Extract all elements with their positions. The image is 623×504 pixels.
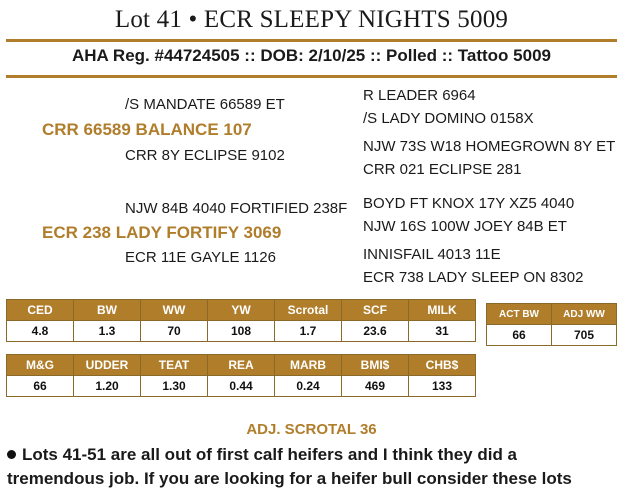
epd-header: BMI$ — [342, 355, 409, 376]
epd-value: 1.3 — [74, 321, 141, 342]
actual-header: ACT BW — [487, 304, 552, 325]
registration-rule — [6, 75, 617, 78]
actual-header: ADJ WW — [552, 304, 617, 325]
actual-value: 705 — [552, 325, 617, 346]
epd-value: 469 — [342, 376, 409, 397]
pedigree-dam: ECR 238 LADY FORTIFY 3069 — [42, 223, 282, 242]
lot-title: Lot 41 • ECR SLEEPY NIGHTS 5009 — [114, 6, 509, 33]
actual-value-row — [487, 325, 617, 346]
epd-header: UDDER — [74, 355, 141, 376]
epd-value: 70 — [141, 321, 208, 342]
epd-value-row — [7, 321, 476, 342]
epd-header: YW — [208, 300, 275, 321]
pedigree-dd-sire: INNISFAIL 4013 11E — [363, 246, 501, 263]
epd-value: 66 — [7, 376, 74, 397]
top-rule — [6, 39, 617, 42]
epd-header: MARB — [275, 355, 342, 376]
actual-weights-table — [486, 303, 617, 346]
comment-text: Lots 41-51 are all out of first calf heifers and I think they did a tremendous job. If you are looking for a heifer bull consider these lots — [7, 445, 572, 488]
epd-table-carcass — [6, 354, 476, 397]
epd-header-row — [7, 300, 476, 321]
actual-header-row — [487, 304, 617, 325]
epd-header: M&G — [7, 355, 74, 376]
epd-value: 1.30 — [141, 376, 208, 397]
epd-value: 4.8 — [7, 321, 74, 342]
epd-header: CHB$ — [409, 355, 476, 376]
lot-comment — [7, 443, 617, 491]
epd-value: 1.20 — [74, 376, 141, 397]
pedigree-sire-dam: CRR 8Y ECLIPSE 9102 — [125, 147, 285, 164]
bullet-icon — [7, 450, 16, 459]
epd-value: 0.24 — [275, 376, 342, 397]
epd-value: 1.7 — [275, 321, 342, 342]
epd-header: TEAT — [141, 355, 208, 376]
epd-value: 0.44 — [208, 376, 275, 397]
epd-header-row — [7, 355, 476, 376]
epd-value: 133 — [409, 376, 476, 397]
adj-scrotal: ADJ. SCROTAL 36 — [246, 421, 377, 438]
epd-header: CED — [7, 300, 74, 321]
epd-value: 108 — [208, 321, 275, 342]
pedigree-sire-sire: /S MANDATE 66589 ET — [125, 96, 285, 113]
pedigree-sire: CRR 66589 BALANCE 107 — [42, 120, 252, 139]
pedigree-sdd-sire: NJW 73S W18 HOMEGROWN 8Y ET — [363, 138, 616, 155]
epd-value: 31 — [409, 321, 476, 342]
pedigree-dd-dam: ECR 738 LADY SLEEP ON 8302 — [363, 269, 584, 286]
epd-header: REA — [208, 355, 275, 376]
epd-table-growth — [6, 299, 476, 342]
epd-header: SCF — [342, 300, 409, 321]
actual-value: 66 — [487, 325, 552, 346]
epd-header: MILK — [409, 300, 476, 321]
pedigree-sd-sire: R LEADER 6964 — [363, 87, 476, 104]
epd-value: 23.6 — [342, 321, 409, 342]
pedigree-dam-sire: NJW 84B 4040 FORTIFIED 238F — [125, 200, 348, 217]
pedigree-dam-dam: ECR 11E GAYLE 1126 — [125, 249, 276, 266]
epd-header: WW — [141, 300, 208, 321]
pedigree-ds-dam: NJW 16S 100W JOEY 84B ET — [363, 218, 567, 235]
registration-line: AHA Reg. #44724505 :: DOB: 2/10/25 :: Polled :: Tattoo 5009 — [72, 46, 551, 65]
pedigree-sdd-dam: CRR 021 ECLIPSE 281 — [363, 161, 522, 178]
pedigree-ds-sire: BOYD FT KNOX 17Y XZ5 4040 — [363, 195, 575, 212]
epd-header: Scrotal — [275, 300, 342, 321]
epd-value-row — [7, 376, 476, 397]
epd-header: BW — [74, 300, 141, 321]
pedigree-sd-dam: /S LADY DOMINO 0158X — [363, 110, 534, 127]
